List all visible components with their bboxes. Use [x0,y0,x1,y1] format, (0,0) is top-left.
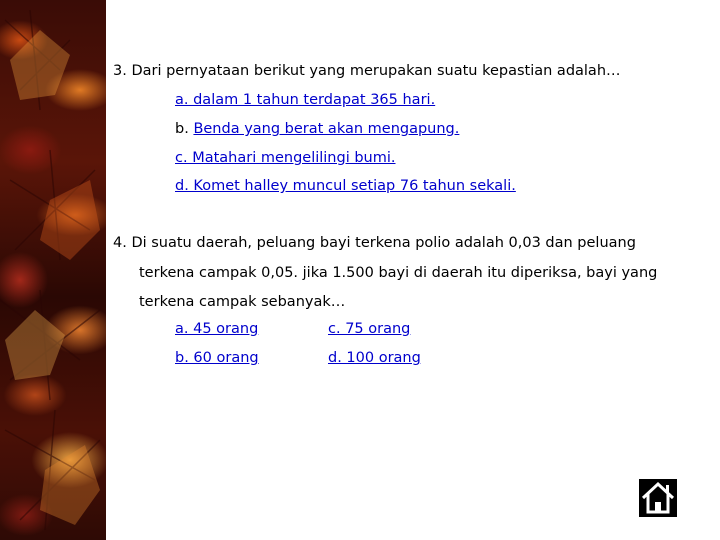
q4-option-a[interactable]: a. 45 orang [175,321,259,337]
q4-option-c[interactable]: c. 75 orang [328,321,411,337]
q3-option-b-prefix: b. [175,121,194,137]
q3-option-b[interactable] [175,120,459,138]
q3-option-d[interactable]: d. Komet halley muncul setiap 76 tahun sekali. [175,178,516,194]
q3-option-a[interactable]: a. dalam 1 tahun terdapat 365 hari. [175,92,436,108]
home-icon [639,479,677,517]
question-4-line-2: terkena campak 0,05. jika 1.500 bayi di daerah itu diperiksa, bayi yang [139,265,658,281]
q3-option-b-link[interactable]: Benda yang berat akan mengapung. [193,121,460,137]
question-3-text: 3. Dari pernyataan berikut yang merupakan suatu kepastian adalah… [113,63,621,79]
q3-option-c[interactable]: c. Matahari mengelilingi bumi. [175,150,396,166]
question-4-line-3: terkena campak sebanyak… [139,294,346,310]
q4-option-b[interactable]: b. 60 orang [175,350,259,366]
home-button[interactable] [639,479,677,517]
q4-option-d[interactable]: d. 100 orang [328,350,421,366]
question-4-line-1: 4. Di suatu daerah, peluang bayi terkena polio adalah 0,03 dan peluang [113,235,636,251]
